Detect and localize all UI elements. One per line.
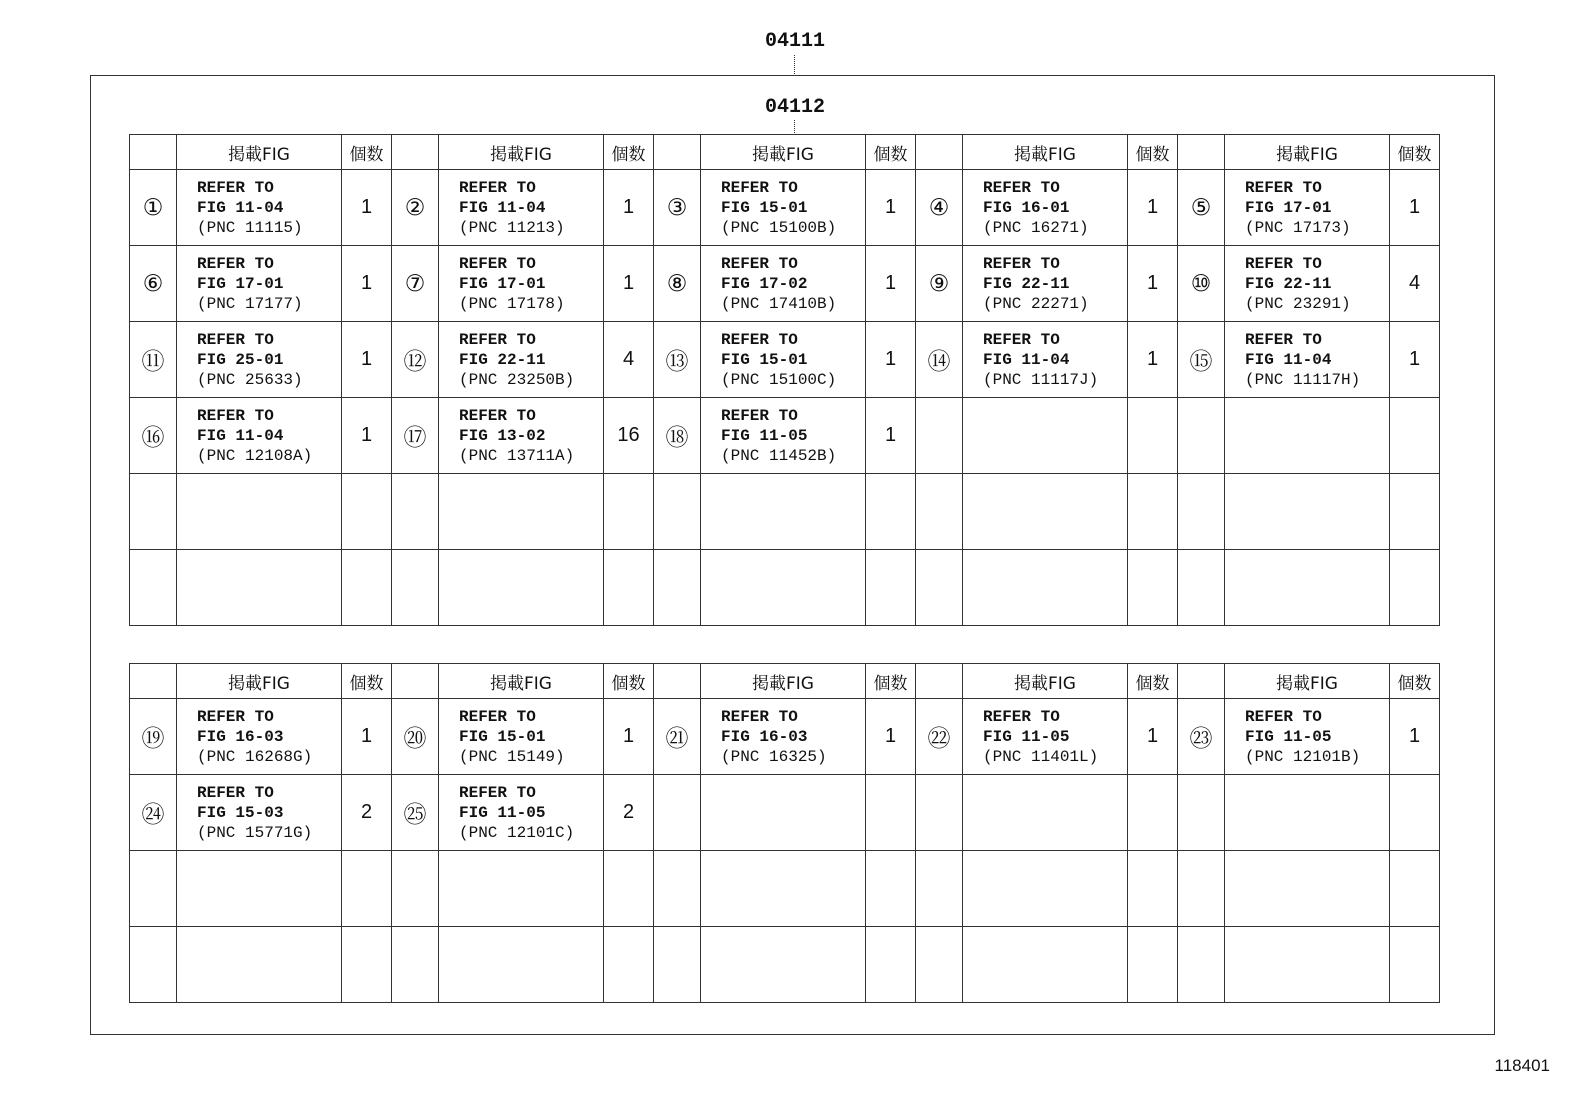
header-qty-cell: 個数 <box>866 664 916 699</box>
fig-reference <box>439 775 604 851</box>
header-number-cell <box>654 135 701 170</box>
fig-reference <box>963 246 1128 322</box>
fig-reference <box>1225 474 1390 550</box>
fig-number: FIG 11-05 <box>459 803 546 822</box>
fig-reference <box>701 246 866 322</box>
header-number-cell <box>130 664 177 699</box>
fig-reference <box>963 550 1128 626</box>
header-qty-cell: 個数 <box>1128 664 1178 699</box>
fig-reference <box>963 474 1128 550</box>
quantity: 1 <box>866 322 916 398</box>
table-row <box>130 550 1440 626</box>
assembly-label-04112: 04112 <box>764 96 825 119</box>
item-number: ㉔ <box>130 775 177 851</box>
quantity <box>1128 474 1178 550</box>
fig-reference <box>1225 927 1390 1003</box>
fig-number: FIG 16-03 <box>197 727 284 746</box>
quantity: 4 <box>1390 246 1440 322</box>
refer-to-text: REFER TO <box>197 254 274 273</box>
quantity <box>866 927 916 1003</box>
fig-reference <box>439 550 604 626</box>
header-qty-cell: 個数 <box>1390 664 1440 699</box>
header-row <box>130 664 1440 699</box>
pnc-code: (PNC 23250B) <box>459 370 575 389</box>
table-row <box>130 246 1440 322</box>
refer-to-text: REFER TO <box>721 707 798 726</box>
item-number <box>392 851 439 927</box>
header-number-cell <box>916 135 963 170</box>
pnc-code: (PNC 13711A) <box>459 446 575 465</box>
refer-to-text: REFER TO <box>983 178 1060 197</box>
fig-number: FIG 11-04 <box>197 426 284 445</box>
refer-to-text: REFER TO <box>197 330 274 349</box>
header-qty-cell: 個数 <box>866 135 916 170</box>
item-number <box>916 851 963 927</box>
item-number: ⑧ <box>654 246 701 322</box>
pnc-code: (PNC 17410B) <box>721 294 837 313</box>
refer-to-text: REFER TO <box>983 707 1060 726</box>
parts-table-upper <box>129 134 1440 626</box>
pnc-code: (PNC 12101B) <box>1245 747 1361 766</box>
item-number <box>916 927 963 1003</box>
refer-to-text: REFER TO <box>459 783 536 802</box>
header-qty-cell: 個数 <box>1128 135 1178 170</box>
item-number <box>1178 474 1225 550</box>
fig-number: FIG 15-03 <box>197 803 284 822</box>
header-fig-cell: 掲載FIG <box>963 664 1128 699</box>
item-number: ⑭ <box>916 322 963 398</box>
quantity: 1 <box>1390 170 1440 246</box>
refer-to-text: REFER TO <box>197 178 274 197</box>
item-number: ⑯ <box>130 398 177 474</box>
item-number <box>654 775 701 851</box>
fig-reference <box>963 699 1128 775</box>
item-number <box>1178 927 1225 1003</box>
pnc-code: (PNC 25633) <box>197 370 303 389</box>
fig-number: FIG 17-02 <box>721 274 808 293</box>
pnc-code: (PNC 11117J) <box>983 370 1099 389</box>
item-number: ㉑ <box>654 699 701 775</box>
header-row <box>130 135 1440 170</box>
item-number <box>916 550 963 626</box>
quantity: 1 <box>866 699 916 775</box>
fig-reference <box>701 851 866 927</box>
refer-to-text: REFER TO <box>721 406 798 425</box>
pnc-code: (PNC 17178) <box>459 294 565 313</box>
item-number: ③ <box>654 170 701 246</box>
pnc-code: (PNC 16271) <box>983 218 1089 237</box>
pnc-code: (PNC 12108A) <box>197 446 313 465</box>
fig-reference <box>177 322 342 398</box>
item-number: ⑮ <box>1178 322 1225 398</box>
item-number: ⑤ <box>1178 170 1225 246</box>
quantity: 4 <box>604 322 654 398</box>
pnc-code: (PNC 15149) <box>459 747 565 766</box>
fig-number: FIG 25-01 <box>197 350 284 369</box>
pnc-code: (PNC 12101C) <box>459 823 575 842</box>
pnc-code: (PNC 15100C) <box>721 370 837 389</box>
quantity: 1 <box>1128 170 1178 246</box>
refer-to-text: REFER TO <box>1245 707 1322 726</box>
pnc-code: (PNC 11452B) <box>721 446 837 465</box>
pnc-code: (PNC 11401L) <box>983 747 1099 766</box>
table-row <box>130 474 1440 550</box>
item-number <box>654 550 701 626</box>
item-number: ㉓ <box>1178 699 1225 775</box>
quantity <box>866 775 916 851</box>
item-number <box>130 474 177 550</box>
fig-number: FIG 17-01 <box>459 274 546 293</box>
fig-reference <box>439 246 604 322</box>
table-row <box>130 927 1440 1003</box>
header-fig-cell: 掲載FIG <box>963 135 1128 170</box>
fig-number: FIG 16-01 <box>983 198 1070 217</box>
fig-reference <box>177 398 342 474</box>
quantity: 1 <box>342 322 392 398</box>
quantity <box>866 851 916 927</box>
fig-reference <box>439 322 604 398</box>
refer-to-text: REFER TO <box>1245 254 1322 273</box>
item-number: ⑥ <box>130 246 177 322</box>
quantity: 1 <box>1128 246 1178 322</box>
refer-to-text: REFER TO <box>983 254 1060 273</box>
header-number-cell <box>916 664 963 699</box>
item-number <box>654 474 701 550</box>
fig-reference <box>1225 246 1390 322</box>
quantity <box>1128 927 1178 1003</box>
fig-reference <box>177 927 342 1003</box>
fig-reference <box>701 699 866 775</box>
quantity <box>1128 775 1178 851</box>
fig-reference <box>963 170 1128 246</box>
table-row <box>130 699 1440 775</box>
fig-reference <box>701 927 866 1003</box>
item-number <box>130 927 177 1003</box>
quantity <box>1390 398 1440 474</box>
quantity <box>1390 927 1440 1003</box>
item-number <box>130 550 177 626</box>
quantity: 1 <box>342 170 392 246</box>
refer-to-text: REFER TO <box>197 406 274 425</box>
header-number-cell <box>654 664 701 699</box>
refer-to-text: REFER TO <box>459 406 536 425</box>
pnc-code: (PNC 11213) <box>459 218 565 237</box>
fig-reference <box>701 398 866 474</box>
item-number: ㉕ <box>392 775 439 851</box>
quantity: 1 <box>866 170 916 246</box>
header-number-cell <box>1178 664 1225 699</box>
pnc-code: (PNC 15100B) <box>721 218 837 237</box>
fig-number: FIG 13-02 <box>459 426 546 445</box>
fig-number: FIG 11-04 <box>459 198 546 217</box>
fig-number: FIG 15-01 <box>721 350 808 369</box>
quantity: 16 <box>604 398 654 474</box>
item-number: ⑨ <box>916 246 963 322</box>
item-number: ① <box>130 170 177 246</box>
refer-to-text: REFER TO <box>197 783 274 802</box>
pnc-code: (PNC 17173) <box>1245 218 1351 237</box>
header-qty-cell: 個数 <box>342 664 392 699</box>
fig-number: FIG 17-01 <box>1245 198 1332 217</box>
fig-reference <box>963 775 1128 851</box>
header-fig-cell: 掲載FIG <box>177 135 342 170</box>
fig-reference <box>439 699 604 775</box>
header-fig-cell: 掲載FIG <box>701 135 866 170</box>
quantity: 1 <box>1390 322 1440 398</box>
refer-to-text: REFER TO <box>1245 178 1322 197</box>
pnc-code: (PNC 11117H) <box>1245 370 1361 389</box>
fig-reference <box>439 170 604 246</box>
item-number: ⑱ <box>654 398 701 474</box>
item-number: ⑩ <box>1178 246 1225 322</box>
leader-line-inner <box>794 120 795 135</box>
fig-number: FIG 16-03 <box>721 727 808 746</box>
fig-reference <box>439 851 604 927</box>
quantity <box>1128 550 1178 626</box>
assembly-label-04111: 04111 <box>764 30 825 53</box>
item-number <box>916 775 963 851</box>
item-number <box>654 927 701 1003</box>
fig-reference <box>963 927 1128 1003</box>
fig-reference <box>177 246 342 322</box>
item-number <box>392 550 439 626</box>
fig-number: FIG 22-11 <box>459 350 546 369</box>
fig-number: FIG 11-04 <box>1245 350 1332 369</box>
fig-reference <box>701 775 866 851</box>
header-number-cell <box>130 135 177 170</box>
header-fig-cell: 掲載FIG <box>177 664 342 699</box>
fig-reference <box>177 851 342 927</box>
quantity: 1 <box>604 246 654 322</box>
quantity <box>604 851 654 927</box>
item-number <box>130 851 177 927</box>
fig-number: FIG 11-04 <box>983 350 1070 369</box>
quantity: 2 <box>604 775 654 851</box>
fig-number: FIG 17-01 <box>197 274 284 293</box>
fig-reference <box>1225 775 1390 851</box>
table-row <box>130 775 1440 851</box>
quantity: 1 <box>604 699 654 775</box>
quantity <box>1128 851 1178 927</box>
quantity: 1 <box>1128 699 1178 775</box>
quantity: 1 <box>1390 699 1440 775</box>
item-number <box>1178 398 1225 474</box>
header-fig-cell: 掲載FIG <box>1225 664 1390 699</box>
fig-number: FIG 11-05 <box>721 426 808 445</box>
item-number: ⑪ <box>130 322 177 398</box>
quantity <box>1390 775 1440 851</box>
illustration-id: 118401 <box>1494 1056 1550 1075</box>
fig-reference <box>439 474 604 550</box>
table-row <box>130 170 1440 246</box>
header-qty-cell: 個数 <box>604 135 654 170</box>
fig-reference <box>439 927 604 1003</box>
fig-reference <box>177 474 342 550</box>
fig-number: FIG 15-01 <box>459 727 546 746</box>
quantity: 2 <box>342 775 392 851</box>
refer-to-text: REFER TO <box>721 178 798 197</box>
fig-reference <box>701 170 866 246</box>
refer-to-text: REFER TO <box>1245 330 1322 349</box>
item-number: ② <box>392 170 439 246</box>
quantity <box>342 851 392 927</box>
fig-reference <box>1225 851 1390 927</box>
quantity: 1 <box>866 398 916 474</box>
header-number-cell <box>1178 135 1225 170</box>
fig-number: FIG 22-11 <box>1245 274 1332 293</box>
item-number <box>1178 550 1225 626</box>
pnc-code: (PNC 11115) <box>197 218 303 237</box>
fig-reference <box>1225 398 1390 474</box>
fig-reference <box>177 170 342 246</box>
header-number-cell <box>392 135 439 170</box>
parts-table-lower <box>129 663 1440 1003</box>
fig-reference <box>963 398 1128 474</box>
pnc-code: (PNC 15771G) <box>197 823 313 842</box>
fig-reference <box>1225 550 1390 626</box>
pnc-code: (PNC 22271) <box>983 294 1089 313</box>
quantity <box>342 474 392 550</box>
fig-reference <box>1225 322 1390 398</box>
fig-reference <box>177 699 342 775</box>
fig-number: FIG 11-05 <box>1245 727 1332 746</box>
fig-number: FIG 11-04 <box>197 198 284 217</box>
pnc-code: (PNC 17177) <box>197 294 303 313</box>
item-number: ④ <box>916 170 963 246</box>
table-row <box>130 322 1440 398</box>
fig-reference <box>701 550 866 626</box>
quantity <box>342 550 392 626</box>
quantity <box>1128 398 1178 474</box>
quantity <box>604 927 654 1003</box>
refer-to-text: REFER TO <box>459 330 536 349</box>
quantity <box>866 474 916 550</box>
quantity <box>1390 550 1440 626</box>
item-number: ⑬ <box>654 322 701 398</box>
fig-reference <box>177 775 342 851</box>
quantity: 1 <box>1128 322 1178 398</box>
header-fig-cell: 掲載FIG <box>439 664 604 699</box>
fig-number: FIG 15-01 <box>721 198 808 217</box>
refer-to-text: REFER TO <box>459 178 536 197</box>
table-row <box>130 851 1440 927</box>
refer-to-text: REFER TO <box>721 254 798 273</box>
pnc-code: (PNC 16325) <box>721 747 827 766</box>
quantity: 1 <box>866 246 916 322</box>
quantity <box>1390 474 1440 550</box>
quantity <box>1390 851 1440 927</box>
fig-reference <box>963 322 1128 398</box>
quantity: 1 <box>342 699 392 775</box>
quantity <box>604 474 654 550</box>
fig-reference <box>701 322 866 398</box>
refer-to-text: REFER TO <box>197 707 274 726</box>
fig-reference <box>1225 699 1390 775</box>
quantity: 1 <box>342 398 392 474</box>
fig-reference <box>439 398 604 474</box>
fig-reference <box>1225 170 1390 246</box>
item-number <box>654 851 701 927</box>
header-fig-cell: 掲載FIG <box>701 664 866 699</box>
header-number-cell <box>392 664 439 699</box>
item-number: ㉒ <box>916 699 963 775</box>
refer-to-text: REFER TO <box>983 330 1060 349</box>
fig-number: FIG 11-05 <box>983 727 1070 746</box>
pnc-code: (PNC 16268G) <box>197 747 313 766</box>
fig-reference <box>963 851 1128 927</box>
fig-reference <box>177 550 342 626</box>
quantity: 1 <box>342 246 392 322</box>
fig-number: FIG 22-11 <box>983 274 1070 293</box>
item-number <box>392 927 439 1003</box>
header-fig-cell: 掲載FIG <box>1225 135 1390 170</box>
quantity <box>866 550 916 626</box>
item-number <box>916 398 963 474</box>
item-number: ⑳ <box>392 699 439 775</box>
item-number <box>916 474 963 550</box>
item-number <box>1178 851 1225 927</box>
leader-line-top <box>794 55 795 76</box>
item-number <box>392 474 439 550</box>
header-qty-cell: 個数 <box>342 135 392 170</box>
header-fig-cell: 掲載FIG <box>439 135 604 170</box>
header-qty-cell: 個数 <box>604 664 654 699</box>
item-number: ⑰ <box>392 398 439 474</box>
table-row <box>130 398 1440 474</box>
item-number: ⑫ <box>392 322 439 398</box>
quantity: 1 <box>604 170 654 246</box>
pnc-code: (PNC 23291) <box>1245 294 1351 313</box>
item-number: ⑲ <box>130 699 177 775</box>
header-qty-cell: 個数 <box>1390 135 1440 170</box>
fig-reference <box>701 474 866 550</box>
quantity <box>604 550 654 626</box>
item-number <box>1178 775 1225 851</box>
item-number: ⑦ <box>392 246 439 322</box>
refer-to-text: REFER TO <box>459 254 536 273</box>
quantity <box>342 927 392 1003</box>
refer-to-text: REFER TO <box>459 707 536 726</box>
refer-to-text: REFER TO <box>721 330 798 349</box>
